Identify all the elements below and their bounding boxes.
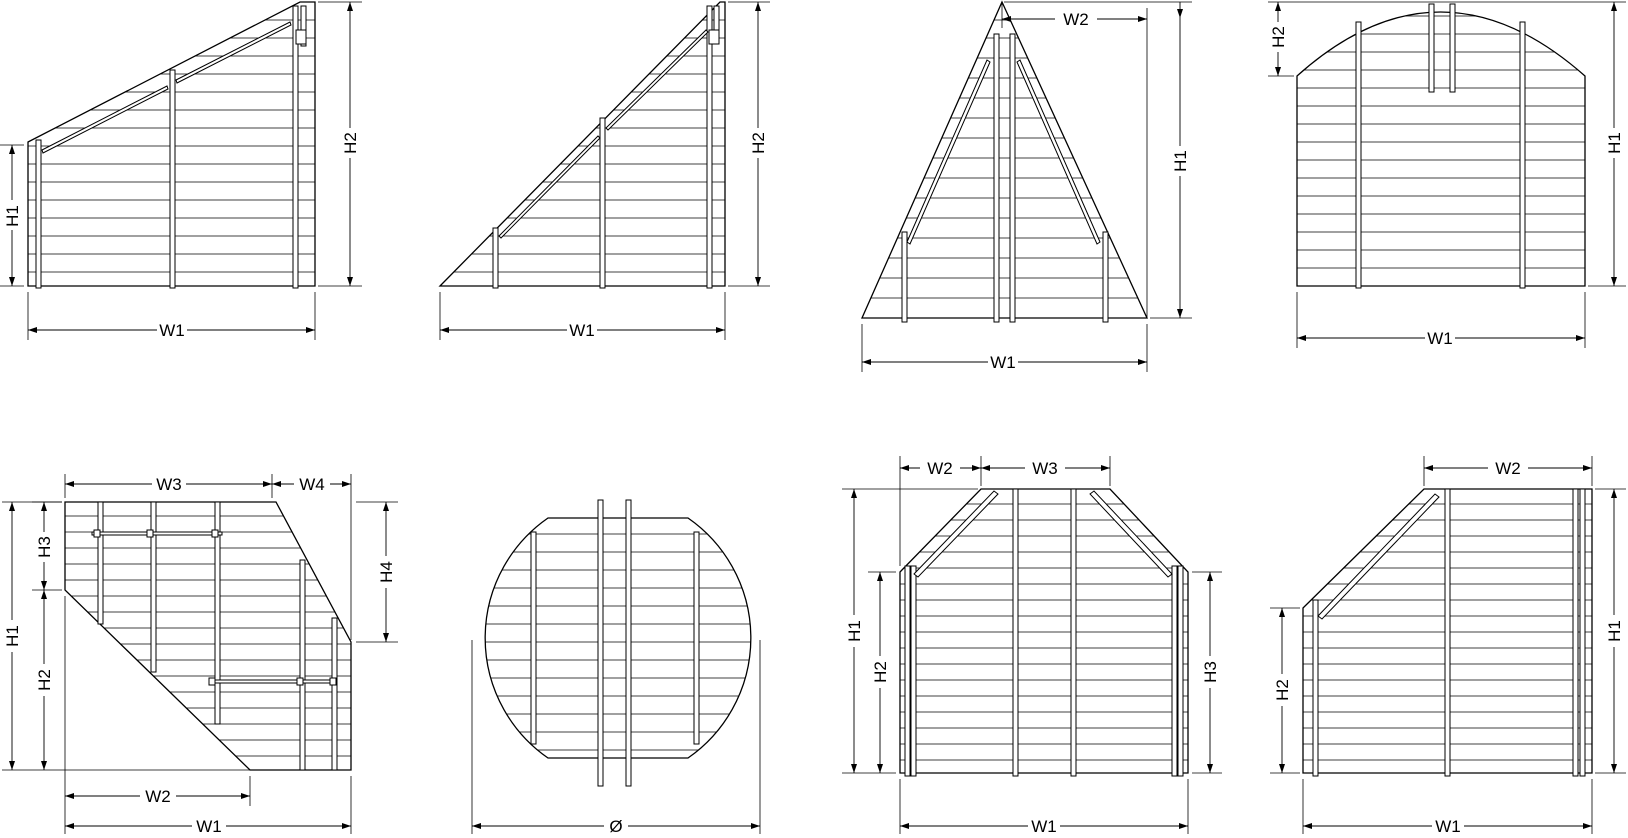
shape-2-outline (440, 2, 725, 286)
h1-label: H1 (845, 620, 864, 642)
shape-8-angled-blind (1270, 456, 1626, 836)
h2-label: H2 (871, 661, 890, 683)
w4-label: W4 (299, 475, 325, 494)
w1-label: W1 (1427, 329, 1453, 348)
shape-2-ladder-strings (493, 6, 719, 288)
shape-3-dim-w1 (862, 324, 1147, 372)
shape-1-dim-h2 (318, 2, 362, 286)
shape-8-dim-w1 (1303, 779, 1592, 836)
h4-label: H4 (377, 561, 396, 583)
w2-label: W2 (145, 787, 171, 806)
shape-5-dim-h3 (32, 502, 62, 590)
shape-5-dim-w3 (65, 474, 272, 498)
shape-1-ladder-strings (36, 6, 306, 288)
w3-label: W3 (1032, 459, 1058, 478)
w2-label: W2 (927, 459, 953, 478)
diameter-label: Ø (609, 817, 623, 836)
shape-4-ladder-strings (1356, 4, 1525, 288)
shape-2-dim-h2 (728, 2, 770, 286)
shape-6-round-blind (460, 500, 780, 836)
shape-8-dim-w2 (1424, 456, 1592, 486)
shape-8-dim-h1 (1595, 489, 1626, 773)
shape-5-dim-h4 (356, 502, 398, 642)
w1-label: W1 (569, 321, 595, 340)
shape-5-outline (65, 502, 351, 770)
h2-label: H2 (1273, 679, 1292, 701)
h2-label: H2 (749, 132, 768, 154)
shape-1-sloped-blind (0, 2, 362, 340)
shape-5-dim-h2 (35, 590, 54, 770)
w1-label: W1 (196, 817, 222, 836)
shape-6-dim-diameter (472, 640, 760, 836)
shape-5-dim-w4 (272, 474, 351, 640)
h1-label: H1 (1605, 132, 1624, 154)
shape-3-slats (850, 20, 1160, 298)
shape-5-dim-w2 (65, 596, 250, 834)
h2-label: H2 (1269, 26, 1288, 48)
h1-label: H1 (3, 625, 22, 647)
shape-1-dim-h1 (0, 145, 24, 286)
shape-8-ladder-strings (1313, 489, 1585, 776)
w3-label: W3 (156, 475, 182, 494)
shape-6-outline (485, 518, 751, 758)
shape-5-ladder-strings (92, 502, 337, 770)
h1-label: H1 (3, 205, 22, 227)
w1-label: W1 (1031, 817, 1057, 836)
shape-7-gable-blind (842, 456, 1222, 836)
shape-2-slats (430, 20, 730, 272)
shape-2-dim-w1 (440, 292, 725, 340)
shape-4-outline (1297, 12, 1585, 286)
w1-label: W1 (1435, 817, 1461, 836)
shape-7-dim-w1 (900, 779, 1188, 836)
shape-4-slats (1290, 16, 1590, 268)
h1-label: H1 (1171, 150, 1190, 172)
h3-label: H3 (1201, 661, 1220, 683)
shape-7-outline (900, 489, 1188, 773)
shape-1-dim-w1 (28, 292, 315, 340)
shape-2-triangle-blind (430, 2, 770, 340)
shape-7-slats (890, 504, 1200, 760)
shape-7-dim-h3 (1192, 572, 1222, 773)
h2-label: H2 (35, 669, 54, 691)
shape-6-ladder-strings (531, 500, 699, 786)
w1-label: W1 (990, 353, 1016, 372)
w1-label: W1 (159, 321, 185, 340)
shape-4-dim-w1 (1297, 292, 1585, 348)
h1-label: H1 (1605, 620, 1624, 642)
h2-label: H2 (341, 132, 360, 154)
shape-3-dim-h1 (1004, 2, 1192, 318)
shape-7-dim-w3 (981, 456, 1110, 486)
shape-4-arched-blind (1268, 2, 1626, 348)
shape-4-dim-h2 (1268, 2, 1440, 76)
h3-label: H3 (35, 536, 54, 558)
shape-5-dim-w1 (65, 776, 351, 836)
w2-label: W2 (1495, 459, 1521, 478)
shape-7-dim-h2 (868, 572, 896, 773)
shape-7-ladder-strings (905, 489, 1183, 776)
shape-4-dim-h1 (1440, 2, 1626, 286)
shape-3-peak-blind (850, 2, 1192, 372)
shape-8-dim-h2 (1270, 608, 1300, 773)
shape-5-cut-blind (2, 474, 398, 836)
w2-label: W2 (1063, 10, 1089, 29)
